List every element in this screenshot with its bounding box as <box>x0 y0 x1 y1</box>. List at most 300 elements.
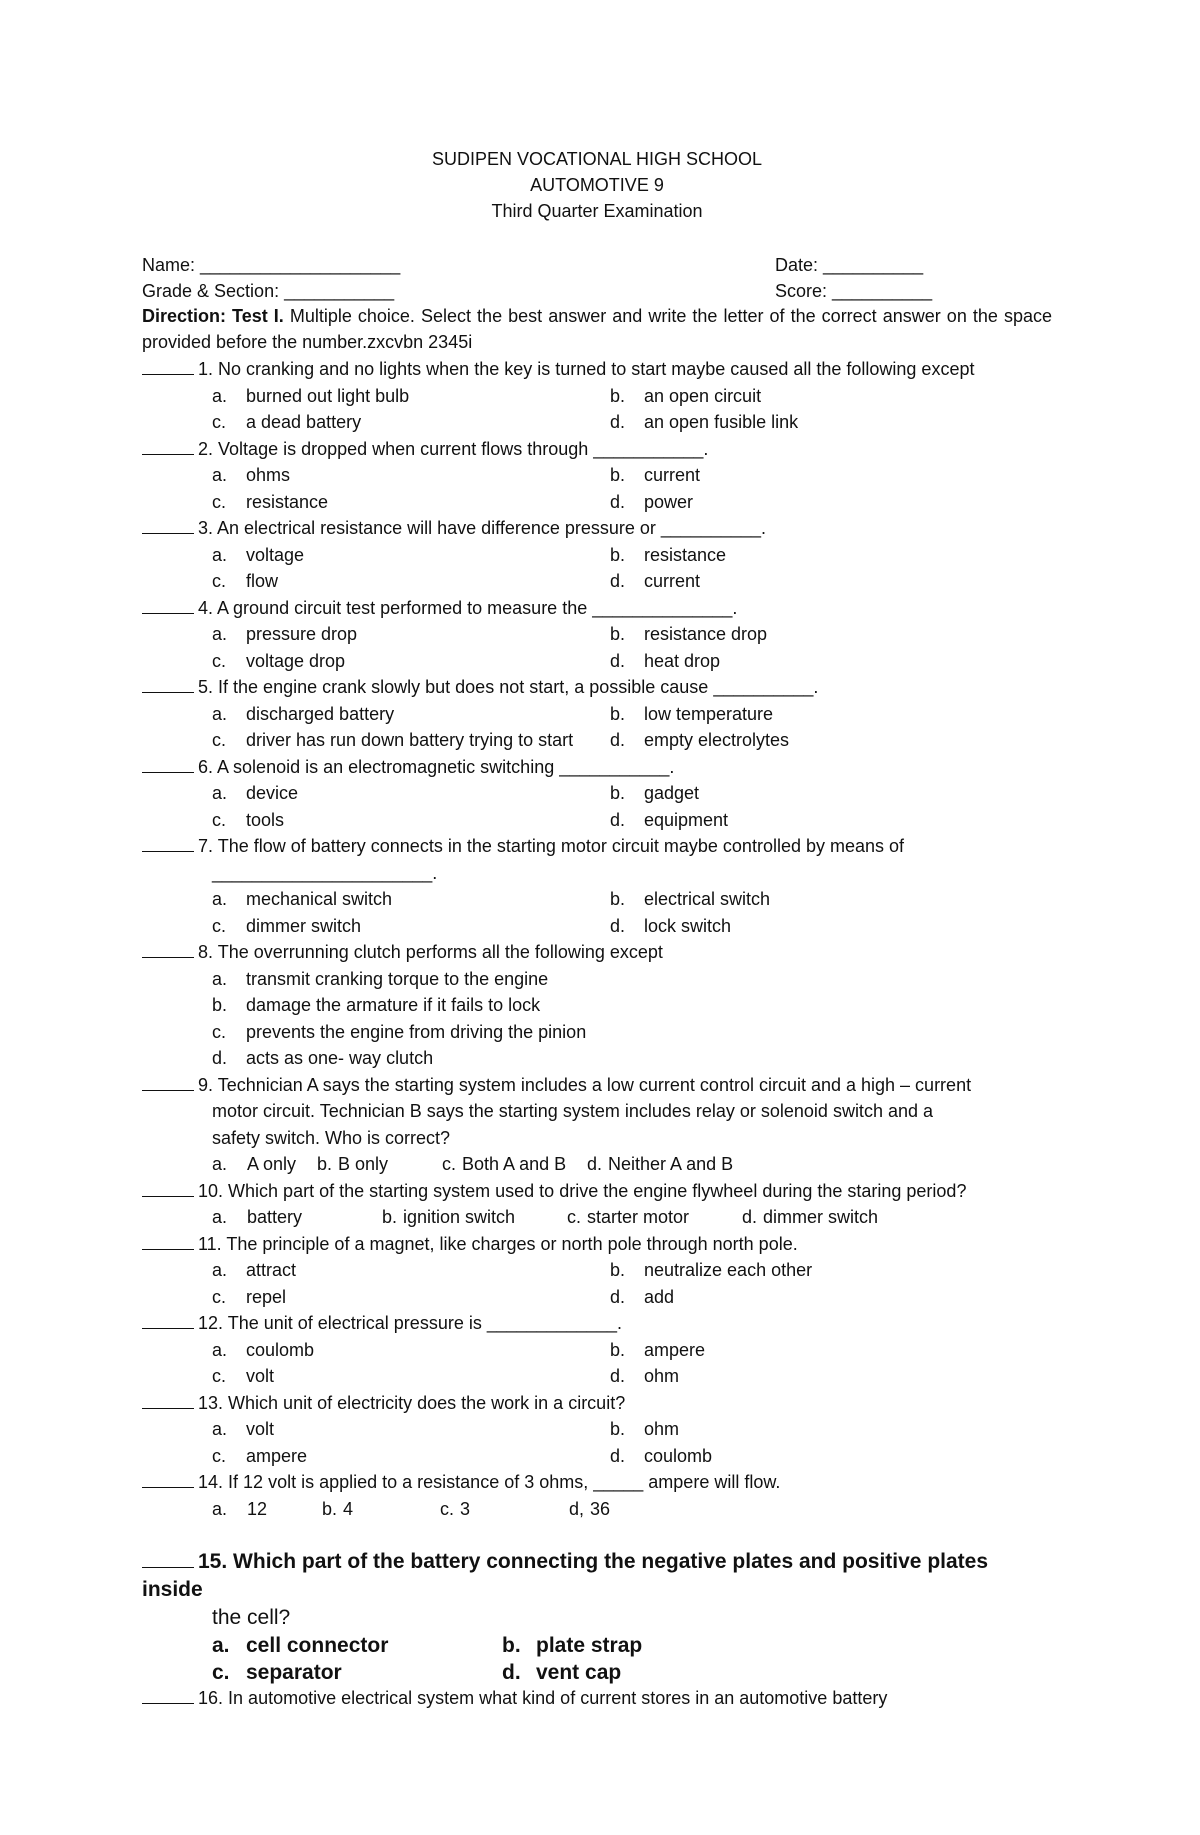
option-text: tools <box>246 809 285 830</box>
option-text: plate strap <box>536 1634 643 1657</box>
option-letter: a. <box>212 1498 228 1519</box>
question-line <box>142 833 1052 860</box>
option-text: acts as one- way clutch <box>246 1048 434 1068</box>
question-gap <box>142 1522 1052 1548</box>
option-c[interactable] <box>212 1019 586 1046</box>
option-d[interactable] <box>610 1284 674 1311</box>
option-letter: d. <box>212 1048 228 1068</box>
answer-blank[interactable] <box>142 515 194 534</box>
question-line <box>142 939 1052 966</box>
question-text: An electrical resistance will have difference pressure or __________. <box>217 518 767 538</box>
option-letter: b. <box>322 1498 338 1519</box>
answer-blank[interactable] <box>142 939 194 958</box>
question-text: If the engine crank slowly but does not start, a possible cause __________. <box>218 677 819 697</box>
answer-blank[interactable] <box>142 1469 194 1488</box>
option-c[interactable] <box>212 409 361 436</box>
score-field[interactable]: Score: __________ <box>775 281 933 301</box>
question-6 <box>142 754 1052 834</box>
exam-header <box>142 146 1052 224</box>
option-text: A only <box>247 1154 297 1174</box>
question-line <box>142 1231 1052 1258</box>
option-letter: d. <box>610 915 626 936</box>
option-text: an open circuit <box>644 385 762 406</box>
question-9 <box>142 1072 1052 1178</box>
direction-label: Direction: Test I. <box>142 306 284 326</box>
option-text: discharged battery <box>246 703 395 724</box>
option-text: burned out light bulb <box>246 385 410 406</box>
option-c[interactable] <box>212 648 345 675</box>
option-d[interactable] <box>610 1443 712 1470</box>
option-row <box>142 1496 1052 1523</box>
option-d[interactable] <box>610 409 798 436</box>
option-text: 12 <box>247 1498 268 1519</box>
option-row <box>142 383 1052 410</box>
option-letter: d. <box>610 491 626 512</box>
option-b[interactable] <box>382 1204 515 1231</box>
question-7 <box>142 833 1052 939</box>
option-c[interactable] <box>212 489 328 516</box>
option-letter: b. <box>610 703 626 724</box>
answer-blank[interactable] <box>142 754 194 773</box>
answer-blank[interactable] <box>142 1231 194 1250</box>
option-row <box>142 1659 1052 1686</box>
question-number: 9. <box>198 1074 214 1095</box>
option-b[interactable] <box>610 1416 679 1443</box>
grade-section-field[interactable]: Grade & Section: ___________ <box>142 281 395 301</box>
direction-text: Multiple choice. Select the best answer and write the letter of the correct answer on the space provided before the number.zxcvbn 2345i <box>142 306 1052 352</box>
option-text: lock switch <box>644 915 732 936</box>
option-letter: a. <box>212 703 228 724</box>
option-text: volt <box>246 1419 275 1439</box>
question-number: 2. <box>198 438 214 459</box>
question-number: 13. <box>198 1392 224 1413</box>
question-number: 16. <box>198 1688 224 1708</box>
option-letter: a. <box>212 1634 230 1657</box>
option-a[interactable] <box>212 462 290 489</box>
question-line <box>142 754 1052 781</box>
option-row <box>142 807 1052 834</box>
option-d[interactable] <box>502 1659 621 1687</box>
question-10 <box>142 1178 1052 1231</box>
option-d[interactable] <box>610 727 789 754</box>
option-text: heat drop <box>644 650 721 671</box>
question-text: Technician A says the starting system includes a low current control circuit and a high – current <box>217 1074 972 1095</box>
option-letter: b. <box>610 1260 626 1280</box>
option-a[interactable] <box>212 966 548 993</box>
option-letter: a. <box>212 1419 228 1439</box>
option-b[interactable] <box>212 992 540 1019</box>
option-letter: c. <box>212 1660 230 1684</box>
option-text: power <box>644 491 694 512</box>
option-row <box>142 568 1052 595</box>
option-row <box>142 1151 1052 1178</box>
question-3 <box>142 515 1052 595</box>
option-letter: a. <box>212 385 228 406</box>
question-number: 3. <box>198 518 214 538</box>
option-d[interactable] <box>610 1363 679 1390</box>
answer-blank[interactable] <box>142 674 194 693</box>
option-letter: d. <box>610 412 626 432</box>
option-row <box>142 1632 1052 1659</box>
option-text: Neither A and B <box>608 1154 734 1174</box>
option-row <box>142 1257 1052 1284</box>
question-15 <box>142 1548 1052 1685</box>
option-row <box>142 913 1052 940</box>
exam-title: Third Quarter Examination <box>491 201 703 221</box>
option-text: voltage <box>246 544 305 565</box>
option-letter: d. <box>610 730 626 750</box>
option-a[interactable] <box>212 1416 274 1443</box>
question-line <box>142 1469 1052 1496</box>
question-line <box>142 356 1052 383</box>
option-text: a dead battery <box>246 412 362 432</box>
option-text: empty electrolytes <box>644 730 790 750</box>
option-row <box>142 1337 1052 1364</box>
answer-blank[interactable] <box>142 436 194 455</box>
option-letter: c. <box>212 1286 227 1307</box>
option-c[interactable] <box>212 807 284 834</box>
option-text: dimmer switch <box>763 1207 879 1227</box>
option-text: an open fusible link <box>644 412 799 432</box>
question-number: 4. <box>198 597 214 618</box>
question-1 <box>142 356 1052 436</box>
option-letter: a. <box>212 1339 228 1360</box>
question-list <box>142 356 1052 1712</box>
option-text: coulomb <box>644 1445 713 1466</box>
question-line <box>142 1685 1052 1712</box>
option-letter: a. <box>212 783 228 803</box>
answer-blank[interactable] <box>142 1549 194 1568</box>
option-text: ampere <box>644 1339 706 1360</box>
question-5 <box>142 674 1052 754</box>
option-c[interactable] <box>440 1496 470 1523</box>
question-2 <box>142 436 1052 516</box>
option-b[interactable] <box>610 780 699 807</box>
option-letter: c. <box>212 730 227 750</box>
option-b[interactable] <box>610 1257 812 1284</box>
question-16 <box>142 1685 1052 1712</box>
option-row <box>142 648 1052 675</box>
option-a[interactable] <box>212 1151 296 1178</box>
option-text: 36 <box>590 1498 611 1519</box>
option-letter: d. <box>587 1154 603 1174</box>
option-a[interactable] <box>212 780 298 807</box>
question-text: If 12 volt is applied to a resistance of 3 ohms, _____ ampere will flow. <box>228 1472 781 1492</box>
answer-blank[interactable] <box>142 833 194 852</box>
option-row <box>142 1019 1052 1046</box>
option-letter: d. <box>610 809 626 830</box>
option-letter: b. <box>502 1634 521 1657</box>
option-letter: d. <box>610 571 626 591</box>
question-text: A solenoid is an electromagnetic switching ___________. <box>217 756 675 777</box>
option-text: current <box>644 571 701 591</box>
question-number: 11. <box>198 1233 222 1254</box>
option-c[interactable] <box>212 1443 307 1470</box>
option-c[interactable] <box>442 1151 566 1178</box>
option-text: ohm <box>644 1419 680 1439</box>
option-row <box>142 462 1052 489</box>
option-text: resistance <box>644 544 727 565</box>
option-text: separator <box>246 1660 342 1684</box>
option-text: volt <box>246 1366 275 1386</box>
option-c[interactable] <box>212 568 278 595</box>
option-b[interactable] <box>610 701 773 728</box>
option-row <box>142 886 1052 913</box>
option-row <box>142 489 1052 516</box>
question-continuation: ______________________. <box>212 862 438 883</box>
option-letter: a. <box>212 465 228 485</box>
option-text: battery <box>247 1207 303 1227</box>
answer-blank[interactable] <box>142 356 194 375</box>
question-text: Which part of the battery connecting the negative plates and positive plates inside <box>142 1550 989 1601</box>
option-a[interactable] <box>212 621 357 648</box>
question-text: Which part of the starting system used to drive the engine flywheel during the staring period? <box>228 1180 967 1201</box>
question-line <box>142 1310 1052 1337</box>
option-text: ampere <box>246 1445 308 1466</box>
question-line <box>142 1178 1052 1205</box>
question-line <box>142 436 1052 463</box>
option-c[interactable] <box>567 1204 689 1231</box>
question-11 <box>142 1231 1052 1311</box>
directions <box>142 303 1052 355</box>
option-b[interactable] <box>322 1496 353 1523</box>
question-4 <box>142 595 1052 675</box>
option-text: resistance <box>246 491 329 512</box>
option-b[interactable] <box>610 1337 705 1364</box>
option-c[interactable] <box>212 1659 342 1687</box>
option-text: ohms <box>246 465 291 485</box>
option-letter: a. <box>212 624 228 644</box>
option-text: gadget <box>644 783 700 803</box>
option-row <box>142 1416 1052 1443</box>
option-text: voltage drop <box>246 650 346 671</box>
option-c[interactable] <box>212 913 361 940</box>
name-field[interactable]: Name: ____________________ <box>142 255 401 275</box>
question-continuation: safety switch. Who is correct? <box>212 1127 451 1148</box>
option-text: prevents the engine from driving the pinion <box>246 1021 587 1042</box>
option-letter: d. <box>610 650 626 671</box>
option-letter: b. <box>317 1154 333 1174</box>
option-c[interactable] <box>212 1363 274 1390</box>
option-a[interactable] <box>212 1632 388 1660</box>
question-14 <box>142 1469 1052 1522</box>
option-text: repel <box>246 1286 287 1307</box>
option-letter: b. <box>610 465 626 485</box>
answer-blank[interactable] <box>142 1178 194 1197</box>
option-text: B only <box>338 1154 389 1174</box>
option-row <box>142 727 1052 754</box>
option-text: flow <box>246 571 279 591</box>
question-text: No cranking and no lights when the key is turned to start maybe caused all the following except <box>218 359 975 379</box>
question-line <box>142 1390 1052 1417</box>
option-b[interactable] <box>610 542 726 569</box>
question-line <box>142 515 1052 542</box>
question-text: A ground circuit test performed to measure the ______________. <box>217 597 738 618</box>
option-a[interactable] <box>212 383 409 410</box>
question-line <box>142 595 1052 622</box>
option-row <box>142 966 1052 993</box>
option-a[interactable] <box>212 701 394 728</box>
question-number: 5. <box>198 677 214 697</box>
option-text: 4 <box>343 1498 354 1519</box>
question-line <box>142 1072 1052 1099</box>
option-a[interactable] <box>212 886 392 913</box>
option-text: equipment <box>644 809 729 830</box>
option-letter: c. <box>440 1498 455 1519</box>
question-number: 7. <box>198 836 214 856</box>
option-letter: c. <box>212 1445 227 1466</box>
option-d[interactable] <box>610 568 700 595</box>
option-b[interactable] <box>610 462 700 489</box>
option-letter: a. <box>212 889 228 909</box>
option-text: mechanical switch <box>246 889 393 909</box>
question-text: The principle of a magnet, like charges or north pole through north pole. <box>226 1233 798 1254</box>
option-letter: b. <box>610 783 626 803</box>
option-letter: b. <box>610 385 626 406</box>
option-letter: b. <box>610 544 626 565</box>
question-text: Voltage is dropped when current flows through ___________. <box>218 438 709 459</box>
option-text: add <box>644 1286 675 1307</box>
option-text: ohm <box>644 1366 680 1386</box>
option-b[interactable] <box>610 886 770 913</box>
answer-blank[interactable] <box>142 1072 194 1091</box>
option-d[interactable] <box>212 1045 433 1072</box>
option-letter: b. <box>610 889 626 909</box>
option-letter: d. <box>742 1207 758 1227</box>
subject-title: AUTOMOTIVE 9 <box>530 175 664 195</box>
option-text: attract <box>246 1260 297 1280</box>
option-row <box>142 701 1052 728</box>
option-letter: a. <box>212 1154 228 1174</box>
option-letter: a. <box>212 544 228 565</box>
option-letter: d. <box>610 1366 626 1386</box>
option-letter: b. <box>610 624 626 644</box>
option-letter: d. <box>610 1445 626 1466</box>
answer-blank[interactable] <box>142 1390 194 1409</box>
option-row <box>142 542 1052 569</box>
option-b[interactable] <box>610 383 761 410</box>
option-row <box>142 1363 1052 1390</box>
option-c[interactable] <box>212 1284 286 1311</box>
answer-blank[interactable] <box>142 1685 194 1704</box>
option-text: starter motor <box>587 1207 690 1227</box>
option-b[interactable] <box>610 621 767 648</box>
question-number: 15. <box>198 1550 228 1573</box>
question-number: 14. <box>198 1472 224 1492</box>
option-text: pressure drop <box>246 624 358 644</box>
question-text: The flow of battery connects in the starting motor circuit maybe controlled by means of <box>217 836 905 856</box>
option-d[interactable] <box>742 1204 878 1231</box>
answer-blank[interactable] <box>142 595 194 614</box>
option-row <box>142 780 1052 807</box>
question-number: 1. <box>198 359 214 379</box>
option-text: vent cap <box>536 1660 622 1684</box>
option-a[interactable] <box>212 542 304 569</box>
option-text: Both A and B <box>462 1154 567 1174</box>
option-text: low temperature <box>644 703 774 724</box>
option-a[interactable] <box>212 1337 314 1364</box>
option-letter: d, <box>569 1498 585 1519</box>
option-text: damage the armature if it fails to lock <box>246 995 541 1015</box>
option-row <box>142 1045 1052 1072</box>
question-12 <box>142 1310 1052 1390</box>
question-text: The overrunning clutch performs all the following except <box>217 942 663 962</box>
question-text: The unit of electrical pressure is _____________. <box>227 1313 622 1333</box>
option-d[interactable] <box>610 913 731 940</box>
option-row <box>142 1443 1052 1470</box>
option-row <box>142 621 1052 648</box>
option-row <box>142 992 1052 1019</box>
option-letter: a. <box>212 1207 228 1227</box>
date-field[interactable]: Date: __________ <box>775 255 924 275</box>
option-letter: c. <box>212 650 227 671</box>
answer-blank[interactable] <box>142 1310 194 1329</box>
option-letter: d. <box>610 1286 626 1307</box>
question-text: Which unit of electricity does the work in a circuit? <box>228 1392 626 1413</box>
option-letter: c. <box>212 1021 227 1042</box>
option-a[interactable] <box>212 1204 302 1231</box>
option-text: electrical switch <box>644 889 771 909</box>
option-b[interactable] <box>502 1632 642 1660</box>
question-number: 6. <box>198 756 214 777</box>
option-text: coulomb <box>246 1339 315 1360</box>
option-letter: d. <box>502 1660 521 1684</box>
question-8 <box>142 939 1052 1072</box>
option-letter: c. <box>212 915 227 936</box>
option-text: neutralize each other <box>644 1260 813 1280</box>
question-continuation: the cell? <box>212 1606 291 1629</box>
option-text: 3 <box>460 1498 471 1519</box>
option-a[interactable] <box>212 1257 296 1284</box>
option-letter: b. <box>610 1419 626 1439</box>
question-number: 10. <box>198 1180 224 1201</box>
option-letter: a. <box>212 968 228 989</box>
option-d[interactable] <box>610 648 720 675</box>
option-letter: c. <box>212 1366 227 1386</box>
option-row <box>142 1204 1052 1231</box>
option-letter: c. <box>212 809 227 830</box>
option-letter: c. <box>442 1154 457 1174</box>
option-text: dimmer switch <box>246 915 362 936</box>
option-letter: b. <box>382 1207 398 1227</box>
option-letter: c. <box>212 412 227 432</box>
option-row <box>142 1284 1052 1311</box>
question-number: 8. <box>198 942 214 962</box>
option-letter: c. <box>212 491 227 512</box>
option-d[interactable] <box>610 807 728 834</box>
option-a[interactable] <box>212 1496 267 1523</box>
option-text: device <box>246 783 299 803</box>
option-letter: a. <box>212 1260 228 1280</box>
option-d[interactable] <box>587 1151 733 1178</box>
option-letter: c. <box>212 571 227 591</box>
option-text: current <box>644 465 701 485</box>
option-d[interactable] <box>610 489 693 516</box>
option-d[interactable] <box>569 1496 610 1523</box>
option-text: resistance drop <box>644 624 768 644</box>
school-name: SUDIPEN VOCATIONAL HIGH SCHOOL <box>431 149 763 169</box>
option-row <box>142 409 1052 436</box>
option-text: cell connector <box>246 1634 389 1657</box>
student-fields <box>142 252 1052 304</box>
option-c[interactable] <box>212 727 573 754</box>
option-letter: b. <box>610 1339 626 1360</box>
question-continuation: motor circuit. Technician B says the starting system includes relay or solenoid switch and a <box>212 1101 933 1121</box>
option-text: transmit cranking torque to the engine <box>246 968 549 989</box>
question-line <box>142 1548 1052 1604</box>
question-text: In automotive electrical system what kind of current stores in an automotive battery <box>228 1688 888 1708</box>
option-b[interactable] <box>317 1151 388 1178</box>
